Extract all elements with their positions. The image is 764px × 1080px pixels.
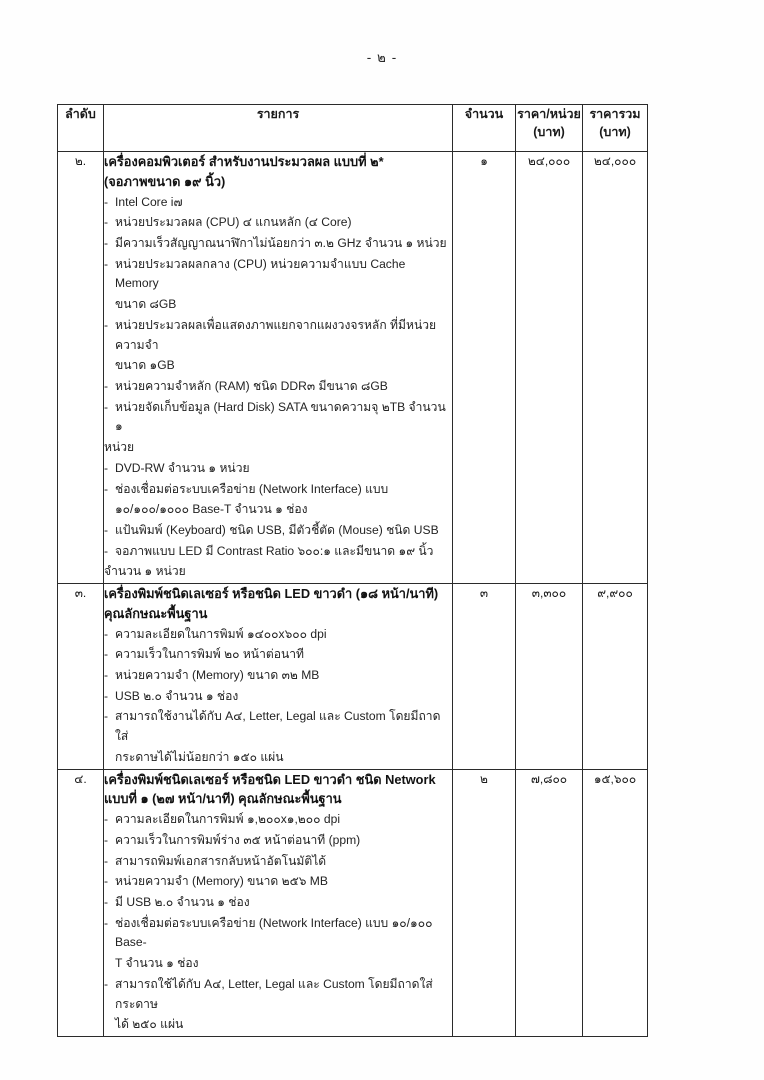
item-title: [104, 584, 452, 624]
specification-item: - จอภาพแบบ LED มี Contrast Ratio ๖๐๐:๑ และมีขนาด ๑๙ นิ้ว: [104, 542, 452, 562]
item-title: [104, 152, 452, 192]
cell-unit-price: ๗,๘๐๐: [516, 769, 583, 1036]
cell-description: [104, 584, 453, 770]
table-row: [58, 152, 648, 584]
specification-table-container: [57, 104, 647, 1037]
column-header-no: ลำดับ: [58, 105, 104, 152]
specification-list: [104, 810, 452, 1035]
specification-item: ๑๐/๑๐๐/๑๐๐๐ Base-T จำนวน ๑ ช่อง: [115, 502, 308, 517]
specification-item: - ความละเอียดในการพิมพ์ ๑,๒๐๐x๑,๒๐๐ dpi: [104, 810, 452, 830]
item-title-line: เครื่องพิมพ์ชนิดเลเซอร์ หรือชนิด LED ขาวดำ ชนิด Network: [104, 771, 436, 787]
column-header-unit-price: [516, 105, 583, 152]
specification-item: - หน่วยความจำ (Memory) ขนาด ๓๒ MB: [104, 666, 452, 686]
specification-item: - ความเร็วในการพิมพ์ ๒๐ หน้าต่อนาที: [104, 645, 452, 665]
specification-item: - ช่องเชื่อมต่อระบบเครือข่าย (Network Interface) แบบ: [104, 480, 452, 500]
cell-total-price: ๙,๙๐๐: [583, 584, 648, 770]
table-body: [58, 152, 648, 1037]
specification-item: - มี USB ๒.๐ จำนวน ๑ ช่อง: [104, 893, 452, 913]
specification-item: - หน่วยประมวลผลกลาง (CPU) หน่วยความจำแบบ Cache Memory: [104, 255, 452, 294]
specification-item: - หน่วยความจำ (Memory) ขนาด ๒๕๖ MB: [104, 872, 452, 892]
specification-item: ขนาด ๘GB: [115, 297, 177, 312]
specification-item: - มีความเร็วสัญญาณนาฬิกาไม่น้อยกว่า ๓.๒ GHz จำนวน ๑ หน่วย: [104, 234, 452, 254]
cell-quantity: ๓: [453, 584, 516, 770]
specification-item: - หน่วยประมวลผล (CPU) ๔ แกนหลัก (๔ Core): [104, 213, 452, 233]
column-header-total-price: [583, 105, 648, 152]
specification-item: ได้ ๒๕๐ แผ่น: [115, 1017, 184, 1032]
item-title-line: แบบที่ ๑ (๒๗ หน้า/นาที) คุณลักษณะพื้นฐาน: [104, 791, 342, 807]
cell-item-number: ๓.: [58, 584, 104, 770]
specification-item: - Intel Core i๗: [104, 193, 452, 213]
cell-total-price: ๑๕,๖๐๐: [583, 769, 648, 1036]
specification-item: หน่วย: [104, 440, 135, 455]
specification-item: - สามารถใช้ได้กับ A๔, Letter, Legal และ Custom โดยมีถาดใส่กระดาษ: [104, 975, 452, 1014]
specification-table: [57, 104, 648, 1037]
specification-item: จำนวน ๑ หน่วย: [104, 564, 186, 579]
table-header-row: [58, 105, 648, 152]
specification-item: - ความละเอียดในการพิมพ์ ๑๔๐๐x๖๐๐ dpi: [104, 625, 452, 645]
cell-description: [104, 769, 453, 1036]
specification-item: - แป้นพิมพ์ (Keyboard) ชนิด USB, มีตัวชี้ตัด (Mouse) ชนิด USB: [104, 521, 452, 541]
specification-item: - สามารถใช้งานได้กับ A๔, Letter, Legal และ Custom โดยมีถาดใส่: [104, 707, 452, 746]
column-header-quantity: จำนวน: [453, 105, 516, 152]
item-title: [104, 770, 452, 810]
specification-item: - DVD-RW จำนวน ๑ หน่วย: [104, 459, 452, 479]
item-title-line: (จอภาพขนาด ๑๙ นิ้ว): [104, 173, 226, 189]
item-title-line: คุณลักษณะพื้นฐาน: [104, 605, 208, 621]
specification-item: กระดาษได้ไม่น้อยกว่า ๑๕๐ แผ่น: [115, 749, 284, 764]
cell-description: [104, 152, 453, 584]
cell-total-price: ๒๔,๐๐๐: [583, 152, 648, 584]
specification-item: T จำนวน ๑ ช่อง: [115, 956, 199, 971]
cell-unit-price: ๓,๓๐๐: [516, 584, 583, 770]
table-header: [58, 105, 648, 152]
specification-item: ขนาด ๑GB: [115, 358, 175, 373]
specification-item: - หน่วยประมวลผลเพื่อแสดงภาพแยกจากแผงวงจรหลัก ที่มีหน่วยความจำ: [104, 316, 452, 355]
specification-item: - USB ๒.๐ จำนวน ๑ ช่อง: [104, 687, 452, 707]
column-header-unit-price-line1: ราคา/หน่วย: [517, 107, 581, 121]
specification-item: - หน่วยความจำหลัก (RAM) ชนิด DDR๓ มีขนาด ๘GB: [104, 377, 452, 397]
table-row: [58, 584, 648, 770]
table-row: [58, 769, 648, 1036]
specification-list: [104, 193, 452, 582]
column-header-total-price-line2: (บาท): [599, 125, 631, 140]
specification-list: [104, 625, 452, 768]
specification-item: - ช่องเชื่อมต่อระบบเครือข่าย (Network Interface) แบบ ๑๐/๑๐๐ Base-: [104, 914, 452, 953]
item-title-line: เครื่องคอมพิวเตอร์ สำหรับงานประมวลผล แบบที่ ๒*: [104, 154, 384, 169]
cell-item-number: ๔.: [58, 769, 104, 1036]
cell-quantity: ๒: [453, 769, 516, 1036]
specification-item: - ความเร็วในการพิมพ์ร่าง ๓๕ หน้าต่อนาที (ppm): [104, 831, 452, 851]
page-number: - ๒ -: [366, 50, 398, 65]
item-title-line: เครื่องพิมพ์ชนิดเลเซอร์ หรือชนิด LED ขาวดำ (๑๘ หน้า/นาที): [104, 586, 439, 602]
specification-item: - หน่วยจัดเก็บข้อมูล (Hard Disk) SATA ขนาดความจุ ๒TB จำนวน ๑: [104, 398, 452, 437]
column-header-unit-price-line2: (บาท): [533, 125, 565, 140]
cell-quantity: ๑: [453, 152, 516, 584]
cell-unit-price: ๒๔,๐๐๐: [516, 152, 583, 584]
column-header-total-price-line1: ราคารวม: [589, 107, 641, 121]
cell-item-number: ๒.: [58, 152, 104, 584]
specification-item: - สามารถพิมพ์เอกสารกลับหน้าอัตโนมัติได้: [104, 852, 452, 872]
column-header-description: รายการ: [104, 105, 453, 152]
